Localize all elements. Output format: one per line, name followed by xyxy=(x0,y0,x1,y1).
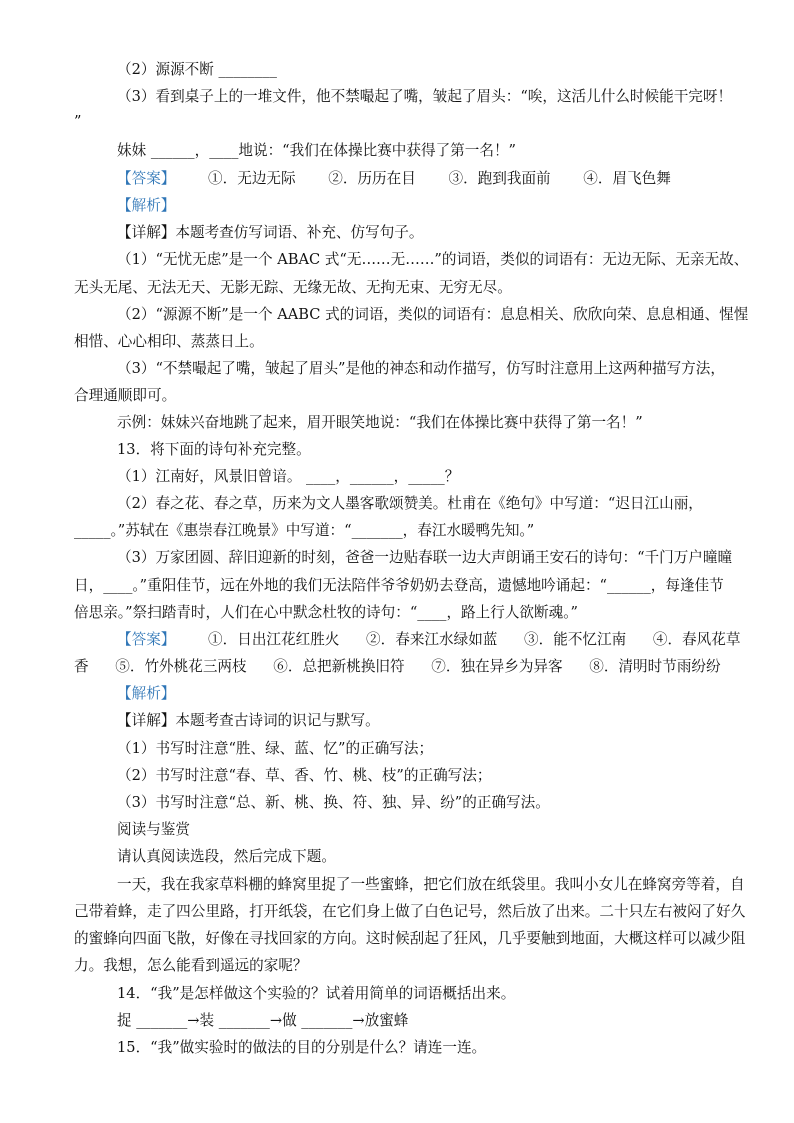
answer-item: ③．跑到我面前 xyxy=(448,170,551,187)
answer-item: ①．无边无际 xyxy=(208,170,296,187)
detail-heading: 【详解】本题考查古诗词的识记与默写。 xyxy=(117,712,380,729)
q14-fill-chain: 捉 _______→装 _______→做 _______→放蜜蜂 xyxy=(117,1012,409,1029)
q12-item-3-closing-quote: ” xyxy=(74,113,82,130)
answer-item: ④．眉飞色舞 xyxy=(583,170,671,187)
example-sentence: 示例：妹妹兴奋地跳了起来，眉开眼笑地说：“我们在体操比赛中获得了第一名！” xyxy=(117,414,643,431)
q13-item-1: （1）江南好，风景旧曾谙。 ____，______，_____？ xyxy=(117,468,460,485)
question-14-title: 14．“我”是怎样做这个实验的？试着用简单的词语概括出来。 xyxy=(117,985,516,1002)
answer-item: ③．能不忆江南 xyxy=(524,631,627,648)
q13-item-2-cont: _____。”苏轼在《惠崇春江晚景》中写道：“_______，春江水暖鸭先知。” xyxy=(74,522,535,539)
q13-item-3-cont: 日，____。”重阳佳节，远在外地的我们无法陪伴爷爷奶奶去登高，遗憾地吟诵起：“______，每逢佳节 xyxy=(74,577,724,594)
question-15-title: 15．“我”做实验时的做法的目的分别是什么？请连一连。 xyxy=(117,1039,487,1056)
answer-item: ⑤．竹外桃花三两枝 xyxy=(115,658,247,675)
detail-para: （3）“不禁嘬起了嘴，皱起了眉头”是他的神态和动作描写，仿写时注意用上这两种描写方法， xyxy=(117,360,725,377)
answer-item: ②．春来江水绿如蓝 xyxy=(366,631,498,648)
detail-para: 相惜、心心相印、蒸蒸日上。 xyxy=(74,333,264,350)
question-13-title: 13．将下面的诗句补充完整。 xyxy=(117,441,311,458)
passage-line: 一天，我在我家草料棚的蜂窝里捉了一些蜜蜂，把它们放在纸袋里。我叫小女儿在蜂窝旁等着，自 xyxy=(117,876,745,893)
q12-item-3: （3）看到桌子上的一堆文件，他不禁嘬起了嘴，皱起了眉头：“唉，这活儿什么时候能干完呀！ xyxy=(117,88,733,105)
answer-item: ⑦．独在异乡为异客 xyxy=(431,658,563,675)
q12-item-3-prompt: 妹妹 ______，____地说：“我们在体操比赛中获得了第一名！” xyxy=(117,142,516,159)
answer-item: 香 xyxy=(74,658,89,675)
analysis-label: 【解析】 xyxy=(117,197,176,214)
answer-item: ①．日出江花红胜火 xyxy=(208,631,340,648)
detail-heading: 【详解】本题考查仿写词语、补充、仿写句子。 xyxy=(117,224,424,241)
detail-para: （2）“源源不断”是一个 AABC 式的词语，类似的词语有：息息相关、欣欣向荣、息息相通、惺惺 xyxy=(117,306,749,323)
detail-para: 无头无尾、无法无天、无影无踪、无缘无故、无拘无束、无穷无尽。 xyxy=(74,279,512,296)
detail-para: （3）书写时注意“总、新、桃、换、符、独、异、纷”的正确写法。 xyxy=(117,794,550,811)
analysis-label: 【解析】 xyxy=(117,685,176,702)
answer-row-1 xyxy=(117,170,671,188)
q13-item-3: （3）万家团圆、辞旧迎新的时刻，爸爸一边贴春联一边大声朗诵王安石的诗句：“千门万户曈曈 xyxy=(117,549,733,566)
q13-item-3-cont: 倍思亲。”祭扫踏青时，人们在心中默念杜牧的诗句：“____，路上行人欲断魂。” xyxy=(74,604,578,621)
reading-instruction: 请认真阅读选段，然后完成下题。 xyxy=(117,848,336,865)
passage-line: 己带着蜂，走了四公里路，打开纸袋，在它们身上做了白色记号，然后放了出来。二十只左右被闷了好久 xyxy=(74,903,746,920)
passage-line: 的蜜蜂向四面飞散，好像在寻找回家的方向。这时候刮起了狂风，几乎要触到地面，大概这样可以减少阻 xyxy=(74,930,746,947)
q12-item-2: （2）源源不断 ________ xyxy=(117,61,277,78)
detail-para: （1）“无忧无虑”是一个 ABAC 式“无……无……”的词语，类似的词语有：无边无际、无亲无故、 xyxy=(117,251,749,268)
answer-item: ⑧．清明时节雨纷纷 xyxy=(589,658,721,675)
detail-para: （2）书写时注意“春、草、香、竹、桃、枝”的正确写法； xyxy=(117,767,492,784)
detail-para: （1）书写时注意“胜、绿、蓝、忆”的正确写法； xyxy=(117,740,434,757)
q13-item-2: （2）春之花、春之草，历来为文人墨客歌颂赞美。杜甫在《绝句》中写道：“迟日江山丽， xyxy=(117,495,703,512)
answer-item: ②．历历在目 xyxy=(328,170,416,187)
answer-row-3 xyxy=(74,658,721,676)
passage-line: 力。我想，怎么能看到遥远的家呢？ xyxy=(74,957,308,974)
detail-para: 合理通顺即可。 xyxy=(74,387,177,404)
answer-item: ⑥．总把新桃换旧符 xyxy=(273,658,405,675)
answer-label: 【答案】 xyxy=(117,631,176,648)
section-heading: 阅读与鉴赏 xyxy=(117,821,190,838)
answer-item: ④．春风花草 xyxy=(652,631,741,648)
answer-label: 【答案】 xyxy=(117,170,176,187)
answer-row-2 xyxy=(117,631,740,649)
